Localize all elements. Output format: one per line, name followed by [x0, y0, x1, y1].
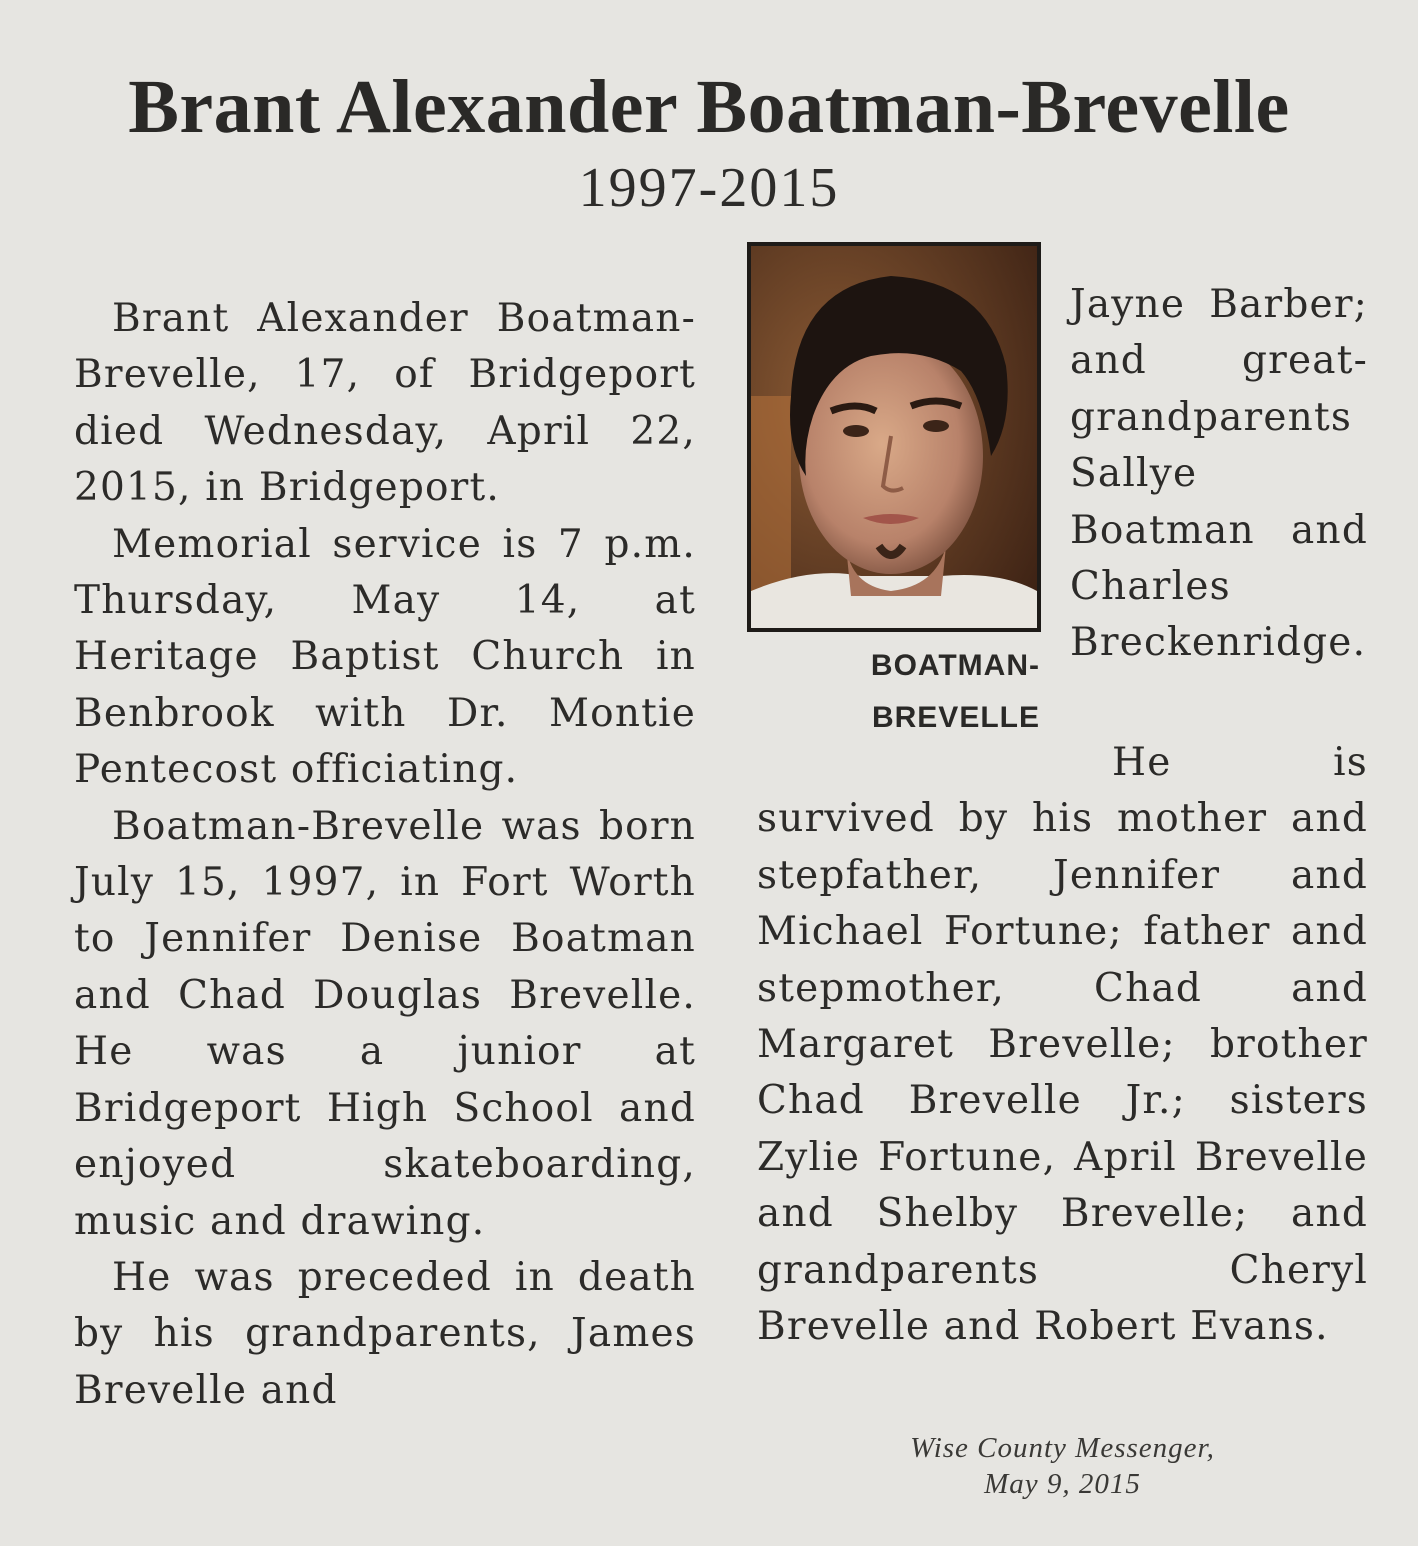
caption-line-1: BOATMAN-	[870, 649, 1040, 682]
source-date: May 9, 2015	[984, 1468, 1141, 1500]
portrait-image	[751, 246, 1037, 628]
paragraph-death: Brant Alexander Boatman-Brevelle, 17, of Bridgeport died Wednesday, April 22, 2015, in Bridgeport.	[74, 296, 696, 511]
left-column	[74, 291, 696, 1419]
photo-caption	[800, 640, 1040, 744]
paragraph-survived: He is survived by his mother and stepfather, Jennifer and Michael Fortune; father and stepmother, Chad and Margaret Brevelle; brother Chad Brevelle Jr.; sisters Zylie Fortune, April Brevelle and Shelby Brevelle; and grandparents Cheryl Brevelle and Robert Evans.	[757, 740, 1368, 1350]
caption-line-2: BREVELLE	[871, 701, 1040, 734]
right-top-column	[1070, 277, 1368, 672]
paragraph-birth: Boatman-Brevelle was born July 15, 1997, in Fort Worth to Jennifer Denise Boatman and Chad Douglas Brevelle. He was a junior at Bridgeport High School and enjoyed skateboarding, music and drawing.	[74, 803, 696, 1244]
obituary-name: Brant Alexander Boatman-Brevelle	[128, 65, 1290, 149]
paragraph-memorial: Memorial service is 7 p.m. Thursday, May 14, at Heritage Baptist Church in Benbrook with Dr. Montie Pentecost officiating.	[74, 521, 696, 793]
paragraph-preceded: He was preceded in death by his grandparents, James Brevelle and	[74, 1254, 696, 1413]
portrait-photo	[747, 242, 1041, 632]
source-credit	[757, 1430, 1368, 1502]
life-years: 1997-2015	[578, 157, 840, 219]
paragraph-preceded-continued: Jayne Barber; and great-grandparents Sallye Boatman and Charles Breckenridge.	[1070, 282, 1368, 666]
right-bottom-column	[757, 735, 1368, 1355]
source-publication: Wise County Messenger,	[910, 1432, 1215, 1464]
